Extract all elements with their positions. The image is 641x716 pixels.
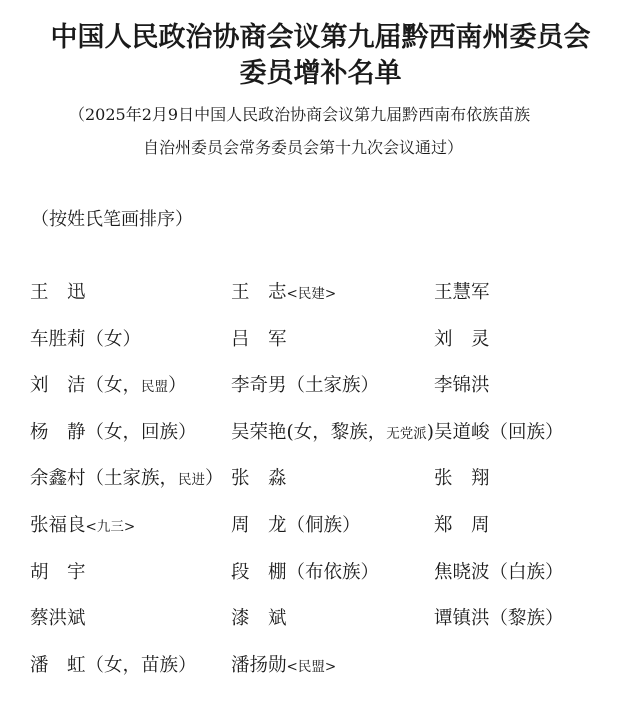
- member-name: 余鑫村: [30, 468, 86, 490]
- member-entry: [231, 653, 336, 680]
- document-title-line-2: 委员增补名单: [239, 58, 402, 89]
- member-entry: [231, 466, 287, 492]
- member-name: 杨 静: [30, 421, 86, 443]
- member-row: [30, 373, 630, 420]
- member-row: [30, 466, 630, 513]
- member-name: 张 淼: [231, 468, 287, 490]
- member-entry: [434, 560, 564, 586]
- member-row: [30, 327, 630, 374]
- member-party-affiliation: 民进: [178, 472, 206, 489]
- member-name: 李奇男: [231, 375, 287, 397]
- member-name: 张 翔: [434, 468, 490, 490]
- member-annotation: （女，苗族）: [85, 654, 197, 676]
- member-entry: [434, 466, 490, 492]
- approval-note-line-1: （2025年2月9日中国人民政治协商会议第九届黔西南布依族苗族: [69, 105, 531, 124]
- member-name: 漆 斌: [231, 608, 287, 630]
- member-annotation: （黎族）: [489, 608, 564, 630]
- member-annotation-close: ）: [205, 468, 224, 490]
- member-entry: [231, 327, 287, 353]
- member-annotation: （土家族，: [85, 468, 179, 490]
- member-entry: [231, 280, 336, 307]
- member-entry: [30, 327, 141, 353]
- member-annotation: （女，: [85, 375, 142, 397]
- sort-order-note: （按姓氏笔画排序）: [31, 209, 193, 230]
- member-annotation: （布依族）: [286, 561, 380, 583]
- member-entry: [231, 420, 434, 447]
- member-entry: [434, 373, 490, 399]
- member-party-affiliation: <民建>: [286, 286, 337, 302]
- member-entry: [231, 606, 287, 632]
- member-name: 潘 虹: [30, 654, 86, 676]
- member-annotation: （白族）: [489, 561, 564, 583]
- member-name-list: [30, 280, 630, 699]
- member-entry: [30, 420, 197, 446]
- member-entry: [30, 373, 187, 400]
- member-name: 吴道峻: [434, 421, 490, 443]
- member-entry: [434, 420, 564, 446]
- member-name: 胡 宇: [30, 561, 86, 583]
- member-name: 段 棚: [231, 561, 287, 583]
- member-name: 焦晓波: [434, 561, 490, 583]
- member-name: 潘扬勋: [231, 654, 287, 676]
- member-entry: [434, 513, 490, 539]
- member-party-affiliation: 无党派: [386, 425, 427, 442]
- member-annotation-close: ）: [168, 375, 187, 397]
- member-annotation: （女，回族）: [85, 421, 197, 443]
- member-party-affiliation: 民盟: [141, 379, 169, 396]
- member-entry: [434, 606, 564, 632]
- member-name: 蔡洪斌: [30, 608, 86, 630]
- member-name: 谭镇洪: [434, 608, 490, 630]
- member-name: 刘 灵: [434, 328, 490, 350]
- member-entry: [30, 466, 224, 493]
- member-name: 王 迅: [30, 282, 86, 303]
- member-entry: [434, 280, 490, 306]
- member-row: [30, 653, 630, 700]
- member-name: 车胜莉: [30, 328, 86, 350]
- approval-note-line-2: 自治州委员会常务委员会第十九次会议通过）: [143, 138, 464, 157]
- member-entry: [30, 653, 197, 679]
- member-name: 周 龙: [231, 514, 287, 536]
- member-row: [30, 280, 630, 327]
- member-row: [30, 560, 630, 607]
- member-annotation: （土家族）: [286, 375, 380, 397]
- member-name: 吕 军: [231, 328, 287, 350]
- member-entry: [30, 560, 86, 586]
- member-name: 李锦洪: [434, 375, 490, 397]
- member-party-affiliation: <九三>: [85, 518, 136, 535]
- member-annotation: （回族）: [489, 421, 564, 443]
- member-row: [30, 420, 630, 467]
- member-name: 张福良: [30, 514, 86, 536]
- member-name: 王 志: [231, 282, 287, 303]
- member-entry: [231, 513, 361, 539]
- member-row: [30, 513, 630, 560]
- member-entry: [30, 280, 86, 306]
- document-title-line-1: 中国人民政治协商会议第九届黔西南州委员会: [50, 22, 591, 53]
- member-row: [30, 606, 630, 653]
- member-name: 刘 洁: [30, 375, 86, 397]
- member-name: 郑 周: [434, 514, 490, 536]
- member-name: 吴荣艳: [231, 421, 287, 443]
- member-entry: [434, 327, 490, 353]
- member-entry: [231, 373, 379, 399]
- member-annotation: （女）: [85, 328, 142, 350]
- member-entry: [30, 606, 86, 632]
- member-entry: [231, 560, 379, 586]
- member-annotation: (女，黎族，: [286, 421, 387, 443]
- member-entry: [30, 513, 135, 540]
- member-annotation-close: ): [426, 421, 434, 443]
- member-name: 王慧军: [434, 282, 490, 303]
- member-party-affiliation: <民盟>: [286, 658, 337, 675]
- member-annotation: （侗族）: [286, 514, 361, 536]
